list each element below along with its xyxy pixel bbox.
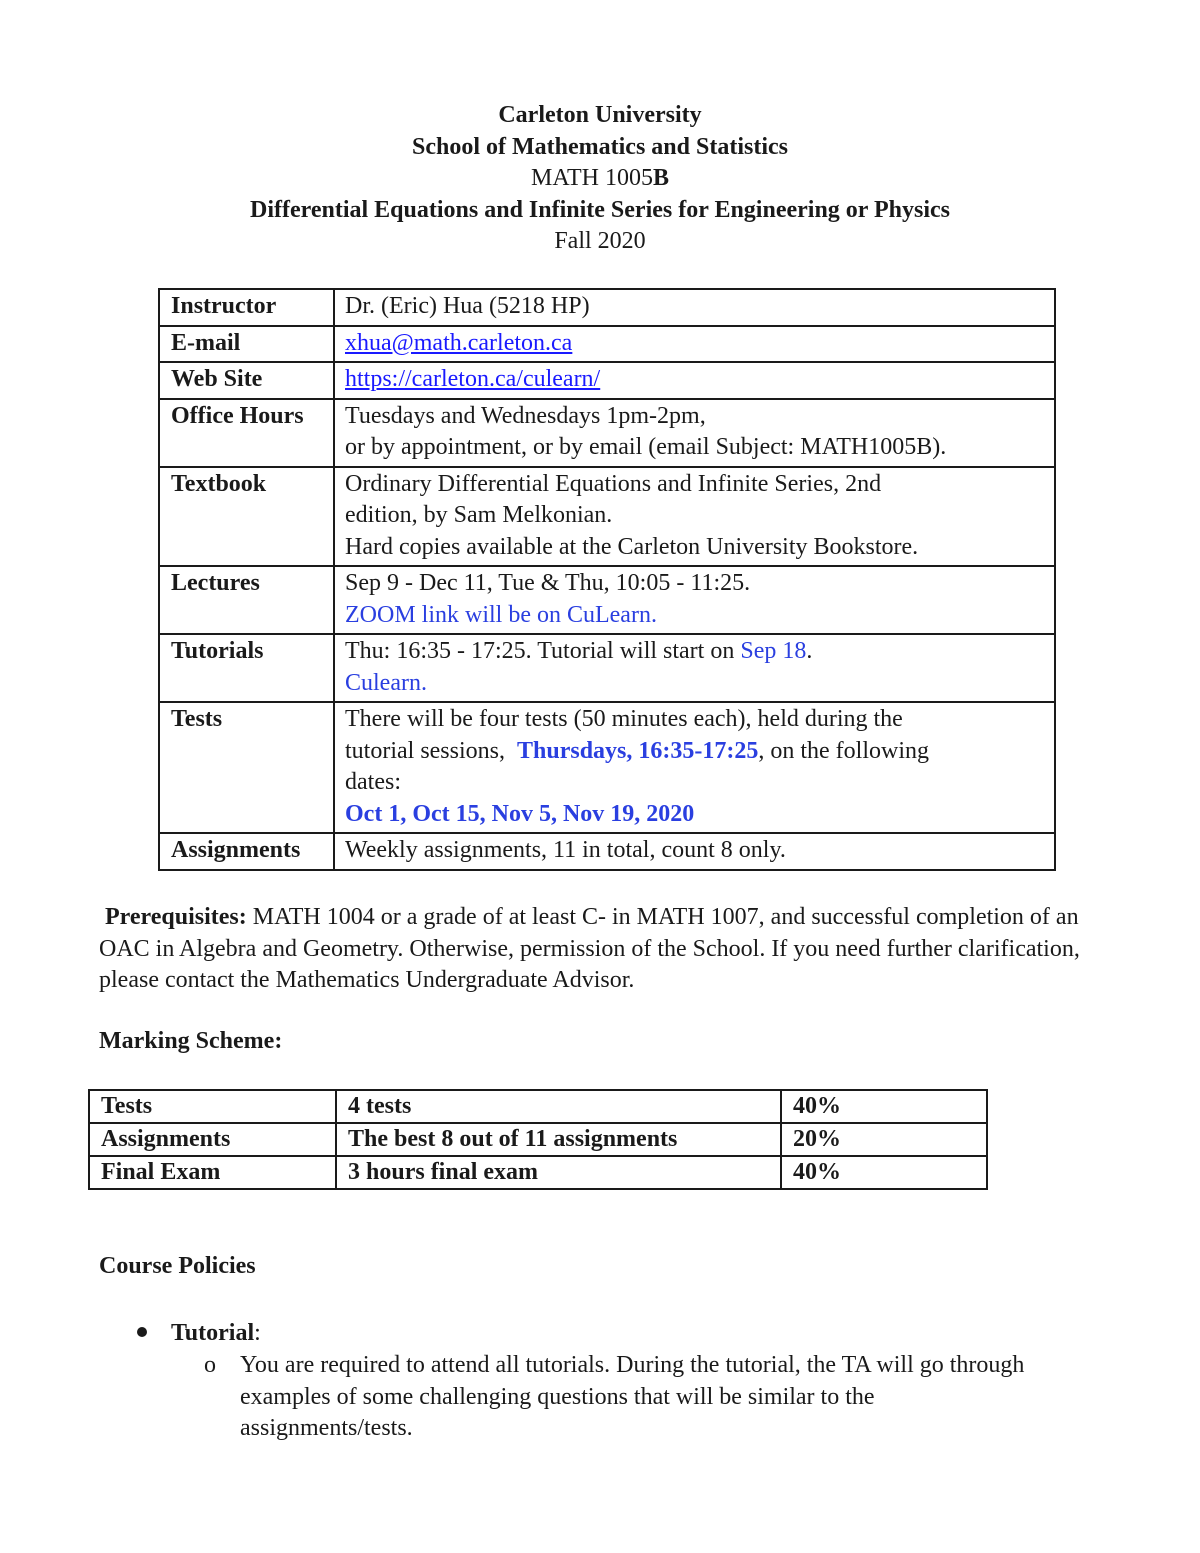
marking-scheme-heading: Marking Scheme: [99, 1028, 283, 1054]
policy-sub-item [204, 1350, 1044, 1445]
prerequisites-text: MATH 1004 or a grade of at least C- in MATH 1007, and successful completion of an OAC in Algebra and Geometry. Otherwise, permission of the School. If you need further clarification, please contact the Mathematics Undergraduate Advisor. [99, 904, 1080, 993]
weight-cell: 20% [781, 1123, 987, 1156]
instructor-label: Instructor [159, 289, 334, 326]
course-section: B [653, 165, 670, 191]
table-row [159, 634, 1055, 702]
assignments-value: Weekly assignments, 11 in total, count 8 only. [334, 833, 1055, 870]
course-code-prefix: MATH 1005 [530, 165, 653, 191]
table-row [159, 399, 1055, 467]
course-policies-heading: Course Policies [99, 1253, 256, 1279]
tutorials-label: Tutorials [159, 634, 334, 702]
tests-line: dates: [345, 769, 401, 795]
email-link[interactable]: xhua@math.carleton.ca [345, 329, 573, 356]
weight-cell: 40% [781, 1090, 987, 1123]
tests-value [334, 702, 1055, 833]
weight-cell: 40% [781, 1156, 987, 1189]
detail-cell: 3 hours final exam [336, 1156, 781, 1189]
detail-cell: The best 8 out of 11 assignments [336, 1123, 781, 1156]
lectures-line: Sep 9 - Dec 11, Tue & Thu, 10:05 - 11:25. [345, 570, 751, 596]
tests-label: Tests [159, 702, 334, 833]
table-row [159, 289, 1055, 326]
tutorials-period: . [806, 638, 813, 664]
tests-text: , on the following [758, 737, 930, 764]
detail-cell: 4 tests [336, 1090, 781, 1123]
website-cell [334, 362, 1055, 399]
website-label: Web Site [159, 362, 334, 399]
table-row [159, 467, 1055, 567]
tutorials-value [334, 634, 1055, 702]
tests-line: There will be four tests (50 minutes each), held during the [345, 706, 903, 732]
office-hours-value [334, 399, 1055, 467]
school-name: School of Mathematics and Statistics [412, 133, 788, 160]
marking-scheme-table [88, 1089, 988, 1190]
tutorials-start-date: Sep 18 [740, 638, 807, 664]
table-row [159, 326, 1055, 363]
zoom-note: ZOOM link will be on CuLearn. [345, 601, 657, 628]
course-title: Differential Equations and Infinite Series for Engineering or Physics [249, 196, 951, 223]
course-term: Fall 2020 [554, 228, 646, 254]
tutorials-platform: Culearn. [345, 669, 427, 696]
policy-bullet-label: Tutorial [171, 1320, 255, 1346]
instructor-value: Dr. (Eric) Hua (5218 HP) [334, 289, 1055, 326]
office-hours-line: Tuesdays and Wednesdays 1pm-2pm, [345, 402, 706, 429]
test-dates: Oct 1, Oct 15, Nov 5, Nov 19, 2020 [345, 800, 695, 827]
email-cell [334, 326, 1055, 363]
lectures-label: Lectures [159, 566, 334, 634]
office-hours-line: or by appointment, or by email (email Subject: MATH1005B). [345, 434, 947, 460]
bullet-dot-icon [137, 1327, 147, 1337]
policy-bullet-colon: : [254, 1320, 261, 1346]
policy-bullet [137, 1318, 261, 1350]
prerequisites-paragraph [99, 902, 1099, 997]
assignments-label: Assignments [159, 833, 334, 870]
website-link[interactable]: https://carleton.ca/culearn/ [345, 366, 601, 392]
table-row [159, 702, 1055, 833]
table-row [89, 1090, 987, 1123]
table-row [159, 833, 1055, 870]
textbook-line: Ordinary Differential Equations and Infinite Series, 2nd [345, 470, 882, 497]
course-code [0, 163, 1200, 195]
tests-time: Thursdays, 16:35-17:25 [517, 737, 759, 764]
textbook-line: edition, by Sam Melkonian. [345, 502, 613, 528]
textbook-value [334, 467, 1055, 567]
policy-sub-text: You are required to attend all tutorials. During the tutorial, the TA will go through examples of some challenging questions that will be similar to the assignments/tests. [240, 1352, 1025, 1441]
prerequisites-label: Prerequisites: [105, 904, 247, 930]
textbook-label: Textbook [159, 467, 334, 567]
university-name: Carleton University [498, 102, 702, 128]
tutorials-line [345, 636, 1044, 668]
tests-text: tutorial sessions, [345, 737, 517, 764]
table-row [159, 566, 1055, 634]
email-label: E-mail [159, 326, 334, 363]
component-cell: Assignments [89, 1123, 336, 1156]
tests-line [345, 736, 1044, 768]
table-row [159, 362, 1055, 399]
component-cell: Final Exam [89, 1156, 336, 1189]
tutorials-time: Thu: 16:35 - 17:25. Tutorial will start on [345, 638, 741, 664]
table-row [89, 1156, 987, 1189]
course-header [0, 100, 1200, 258]
office-hours-label: Office Hours [159, 399, 334, 467]
lectures-value [334, 566, 1055, 634]
table-row [89, 1123, 987, 1156]
sub-bullet-marker: o [204, 1352, 216, 1378]
textbook-line: Hard copies available at the Carleton University Bookstore. [345, 533, 919, 560]
course-info-table [158, 288, 1056, 871]
component-cell: Tests [89, 1090, 336, 1123]
